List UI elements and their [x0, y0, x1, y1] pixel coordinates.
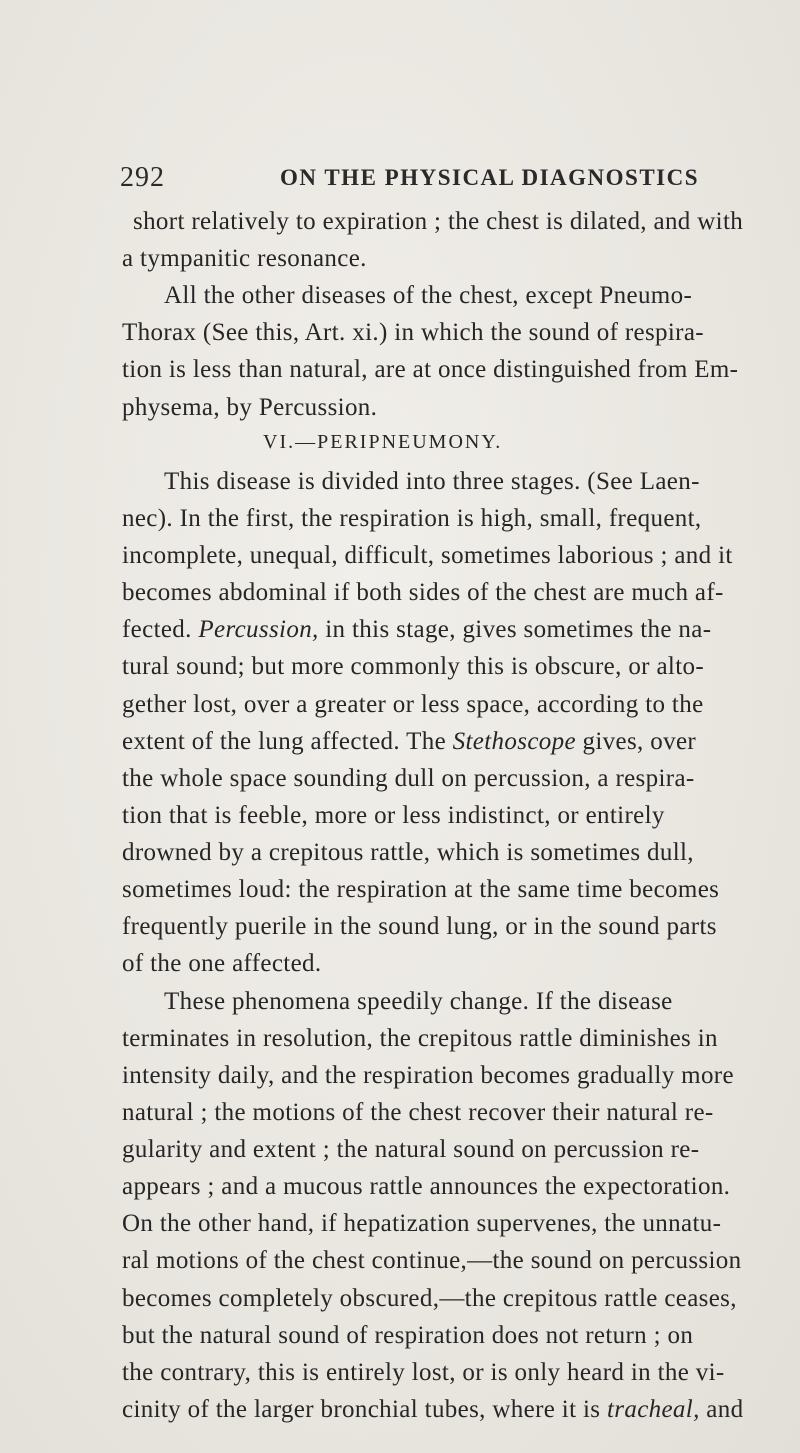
text-line: Thorax (See this, Art. xi.) in which the sound of respira-	[122, 319, 704, 346]
section-heading: VI.—PERIPNEUMONY.	[263, 431, 503, 453]
text-line: natural ; the motions of the chest recover their natural re-	[122, 1099, 714, 1126]
text-line: terminates in resolution, the crepitous rattle diminishes in	[122, 1025, 718, 1052]
text-line: gularity and extent ; the natural sound on percussion re-	[122, 1136, 700, 1163]
text-line: All the other diseases of the chest, except Pneumo-	[164, 282, 693, 309]
text-line: sometimes loud: the respiration at the same time becomes	[122, 876, 720, 903]
text-line: physema, by Percussion.	[122, 394, 378, 421]
text-line: incomplete, unequal, difficult, sometimes laborious ; and it	[122, 542, 733, 569]
text-line: ral motions of the chest continue,—the sound on percussion	[122, 1247, 742, 1274]
emphasis: Percussion,	[198, 616, 319, 643]
text-line: tural sound; but more commonly this is obscure, or alto-	[122, 653, 705, 680]
text-line: These phenomena speedily change. If the disease	[164, 988, 673, 1015]
emphasis: Stethoscope	[452, 728, 576, 755]
text-line: a tympanitic resonance.	[122, 245, 367, 272]
text-line: becomes abdominal if both sides of the chest are much af-	[122, 579, 724, 606]
page-header	[120, 162, 720, 194]
text-line: intensity daily, and the respiration becomes gradually more	[122, 1062, 734, 1089]
text-line: fected. Percussion, in this stage, gives sometimes the na-	[122, 616, 712, 643]
page-number: 292	[120, 162, 165, 193]
text-line: of the one affected.	[122, 950, 322, 977]
text-line: extent of the lung affected. The Stethoscope gives, over	[122, 728, 697, 755]
text-line: becomes completely obscured,—the crepitous rattle ceases,	[122, 1285, 737, 1312]
text-line: but the natural sound of respiration does not return ; on	[122, 1322, 694, 1349]
text-line: cinity of the larger bronchial tubes, where it is tracheal, and	[122, 1396, 744, 1423]
text-line: appears ; and a mucous rattle announces the expectoration.	[122, 1173, 731, 1200]
text-line: the whole space sounding dull on percussion, a respira-	[122, 765, 695, 792]
running-head: ON THE PHYSICAL DIAGNOSTICS	[280, 165, 700, 190]
text-line: drowned by a crepitous rattle, which is sometimes dull,	[122, 839, 694, 866]
emphasis: tracheal,	[606, 1396, 700, 1423]
text-line: gether lost, over a greater or less space, according to the	[122, 691, 704, 718]
text-line: short relatively to expiration ; the chest is dilated, and with	[133, 208, 744, 235]
text-line: nec). In the first, the respiration is high, small, frequent,	[122, 505, 702, 532]
text-line: This disease is divided into three stages. (See Laen-	[164, 468, 700, 495]
text-line: frequently puerile in the sound lung, or in the sound parts	[122, 913, 717, 940]
text-line: tion is less than natural, are at once distinguished from Em-	[122, 356, 739, 383]
text-line: On the other hand, if hepatization supervenes, the unnatu-	[122, 1210, 722, 1237]
text-line: the contrary, this is entirely lost, or is only heard in the vi-	[122, 1359, 725, 1386]
text-line: tion that is feeble, more or less indistinct, or entirely	[122, 802, 665, 829]
